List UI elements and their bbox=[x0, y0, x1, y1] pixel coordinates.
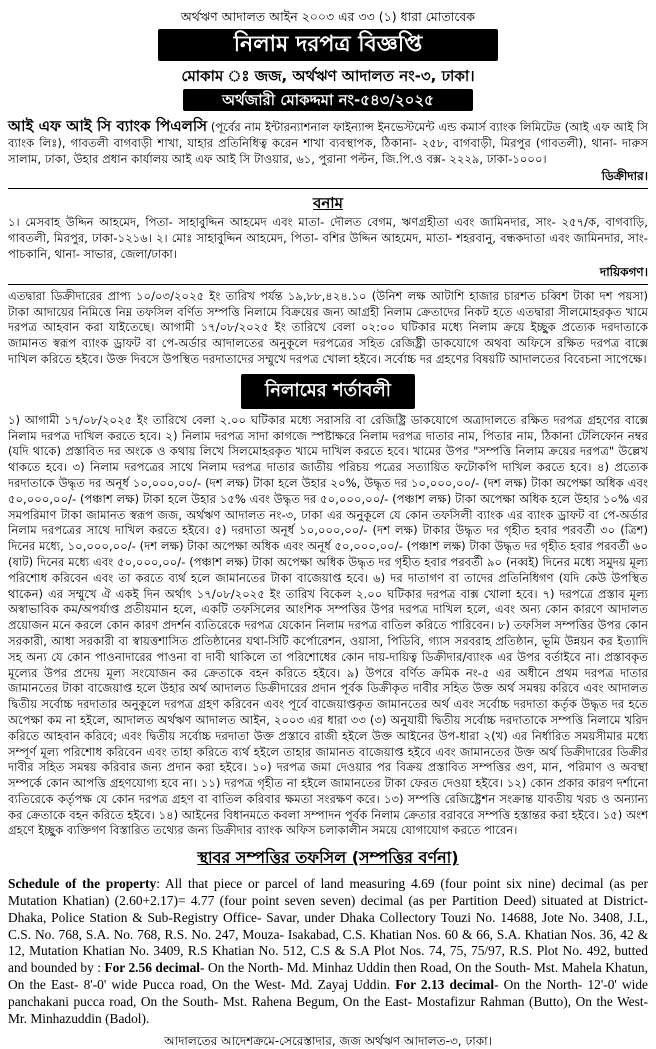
bank-name: আই এফ আই সি ব্যাংক পিএলসি bbox=[8, 117, 208, 135]
debtors-role: দায়িকগণ। bbox=[599, 264, 648, 279]
part2-label: For 2.13 decimal bbox=[395, 977, 495, 993]
notice-page bbox=[8, 8, 649, 1049]
debtors-block: ১। মেসবাহ উদ্দিন আহমেদ, পিতা- সাহাবুদ্দিন আহমেদ এবং মাতা- দৌলত বেগম, ঋণগ্রহীতা এবং জামিনদার, সাং- ২৫৭/ক, বাগবাড়ি, গাবতলী, মিরপুর, ঢাকা-১২১৬। ২। মোঃ সাহাবুদ্দিন আহমেদ, পিতা- বশির উদ্দিন আহমেদ, মাতা- শহরবানু, বন্ধকদাতা এবং জামিনদার, সাং- পাচকানি, থানা- সাভার, জেলা/ঢাকা। bbox=[8, 215, 648, 261]
schedule-paragraph bbox=[8, 876, 648, 1027]
intro-paragraph: এতদ্বারা ডিক্রীদারের প্রাপ্য ১০/০৩/২০২৫ ইং তারিখ পর্যন্ত ১৯,৮৮,৪২৪.১০ (উনিশ লক্ষ আটাশি হাজার চারশত চব্বিশ টাকা দশ পয়সা) টাকা আদায়ের নিমিত্তে নিম্ন তফসিল বর্ণিত সম্পত্তি নিলামে বিক্রয়ের জন্য আগ্রহী নিলাম ক্রেতাদের নিকট হতে এতদ্বারা সীলমোহরকৃত খামে দরপত্র আহবান করা যাইতেছে। আগামী ১৭/০৮/২০২৫ ইং তারিখে বেলা ০২:০০ ঘটিকার মধ্যে নিলাম ক্রয়ে ইচ্ছুক প্রত্যেক দরদাতাকে জামানত স্বরূপ ব্যাংক ড্রাফট বা পে-অর্ডার আদালতের অনুকূলে দরপত্রের সহিত রেজিষ্ট্রী ডাকযোগে অথবা অফিসে রক্ষিত দরপত্র বাক্সে দাখিল করিতে হইবে। উক্ত দিবসে উপস্থিত দরদাতাদের সম্মুখে দরপত্র খোলা হইবে। সর্বোচ্চ দর গ্রহণের বিষয়টি আদালতের বিবেচনা সাপেক্ষে। bbox=[8, 288, 648, 366]
part1-label: For 2.56 decimal bbox=[104, 960, 201, 976]
schedule-title: স্থাবর সম্পত্তির তফসিল (সম্পত্তির বর্ণনা) bbox=[197, 848, 459, 868]
terms-title: নিলামের শর্তাবলী bbox=[241, 374, 415, 409]
notice-title: নিলাম দরপত্র বিজ্ঞপ্তি bbox=[158, 29, 498, 61]
case-number: অর্থজারী মোকদ্দমা নং-৫৪৩/২০২৫ bbox=[183, 89, 473, 111]
terms-paragraph: ১) আগামী ১৭/০৮/২০২৫ ইং তারিখে বেলা ২.০০ ঘটিকার মধ্যে সরাসরি বা রেজিষ্ট্রি ডাকযোগে অত্রাদালতে রক্ষিত দরপত্র গ্রহণের বাক্সে নিলাম দরপত্র দাখিল করতে হবে। ২) নিলাম দরপত্র সাদা কাগজে স্পষ্টাক্ষরে নিলাম দরপত্র দাতার নাম, পিতার নাম, ঠিকানা টেলিফোন নম্বর (যদি থাকে) প্রস্তাবিত দর অংকে ও কথায় লিখে সিলমোহরকৃত খামে দাখিল করতে হবে। খামের উপর "সম্পত্তি নিলাম ক্রয়ের দরপত্র" উল্লেখ থাকতে হবে। ৩) নিলাম দরপত্রের সাথে নিলাম দরপত্র দাতার জাতীয় পরিচয় পত্রের সত্যায়িত ফটোকপি দাখিল করতে হবে। ৪) প্রত্যেক দরদাতাকে উদ্ধৃত দর অনূর্ধ ১০,০০০,০০/- (দশ লক্ষ) টাকা হলে উহার ২০%, উদ্ধৃত দর ১০,০০০,০০/- (দশ লক্ষ) টাকা অপেক্ষা অধিক এবং ৫০,০০০,০০/- (পঞ্চাশ লক্ষ) টাকা হলে উহার ১৫% এবং উদ্ধৃত দর ৫০,০০০,০০/- (পঞ্চাশ লক্ষ) টাকা অপেক্ষা অধিক হলে উহার ১০% এর সমপরিমাণ টাকা জামানত স্বরূপ জজ, অর্থঋণ আদালত নং-৩, ঢাকা এর অনুকূলে যে কোন তফসিলী ব্যাংক এর ব্যাংক ড্রাফট বা পে-অর্ডার নিলাম দরপত্রের সাথে দাখিল করতে হইবে। ৫) দরদাতা অনূর্ধ ১০,০০০,০০/- (দশ লক্ষ) টাকার উদ্ধৃত দর গৃহীত হবার পরবর্তী ৩০ (ত্রিশ) দিনের মধ্যে, ১০,০০০,০০/- (দশ লক্ষ) টাকা অপেক্ষা অধিক এবং অনূর্ধ ৫০,০০০,০০/- (পঞ্চাশ লক্ষ) টাকা উদ্ধৃত দর গৃহীত হবার পরবর্তী ৬০ (ষাট) দিনের মধ্যে এবং ৫০,০০০,০০/- (পঞ্চাশ লক্ষ) টাকা অপেক্ষা অধিক উদ্ধৃত দর গৃহীত হবার পরবর্তী ৯০ (নব্বই) দিনের মধ্যে সমুদয় মূল্য পরিশোধ করিবেন এবং তা করতে ব্যর্থ হলে জামানতের টাকা বাজেয়াপ্ত হবে। ৬) দর দাতাগণ বা তাদের প্রতিনিধিগণ (যদি কেউ উপস্থিত থাকেন) এর সম্মুখে ঐ একই দিন অর্থাৎ ১৭/০৮/২০২৫ ইং তারিখ বিকেল ২.০০ ঘটিকার দরপত্র বাক্স খোলা হবে। ৭) দরপত্রে প্রস্তাব মূল্য অস্বাভাবিক কম/অপর্যাপ্ত প্রতীয়মান হলে, একটি তফসিলের আংশিক সম্পত্তির উপর দরপত্র দাখিল হলে, এবং অন্য কোন কারণে আদালত প্রয়োজন মনে করলে কোন কারণ প্রদর্শন ব্যতিরেকে দরপত্র যেকোন নিলাম দরপত্র বাতিল করিতে পারিবেন। ৮) তফসিল সম্পত্তির উপর কোন সরকারী, আধা সরকারী বা স্বায়ত্তশাসিত প্রতিষ্ঠানের যথা-সিটি কর্পোরেশন, ওয়াসা, পিডিবি, গ্যাস সরবরাহ প্রতিষ্ঠান, ভূমি উন্নয়ন কর ইত্যাদি সহ অন্য যে কোন পাওনাদারের পাওনা বা দাবী থাকিলে তা পরিশোধের কোন দায়-দায়িত্ব ডিক্রীদার/ব্যাংক এর উপর বর্তাইবে না। প্রস্তাবকৃত মূল্যের উপর প্রদেয় মূল্য সংযোজন কর ক্রেতাকে বহন করিতে হইবে। ৯) উপরে বর্ণিত ক্রমিক নং-৫ এর অধীনে প্রথম দরপত্র দাতার জামানতের টাকা বাজেয়াপ্ত হলে উহার অর্থ আদালত ডিক্রীদারের প্রদান পূর্বক ডিক্রীকৃত দাবীর সহিত উক্ত অর্থ সমন্বয় করিবে এবং আদালত দ্বিতীয় সর্বোচ্চ দরদাতার অনুকূলে দরপত্র গ্রহণ করিবেন এবং পূর্বে বাজেয়াপ্তকৃত জামানতের অর্থ এবং সর্বোচ্চ দরদাতা কর্তৃক উদ্ধৃত দর হতে অপেক্ষা কম না হইলে, আদালত অর্থঋণ আদালত আইন, ২০০৩ এর ধারা ৩৩ (৩) অনুযায়ী দ্বিতীয় সর্বোচ্চ দরদাতাকে সম্পত্তি নিলামে খরিদ করিতে আহবান করিবে; এবং দ্বিতীয় সর্বোচ্চ দরদাতা উক্ত প্রস্তাবে রাজী হইলে উক্ত আইনের উপ-ধারা ২(খ) এর নির্ধারিত সময়সীমার মধ্যে সম্পূর্ণ মূল্য পরিশোধ করিবেন এবং তাহা করিতে ব্যর্থ হইলে তাহার জামানত বাজেয়াপ্ত হইবে এবং জামানতের উক্ত অর্থ ডিক্রীদারের ডিক্রীর দাবীর সহিত সমন্বয় করিবার জন্য প্রদান করা হইবে। ১০) দরপত্র জমা দেওয়ার পর বিক্রয় প্রস্তাবিত সম্পত্তির গুণ, মান, পরিমাণ ও অবস্থা সম্পর্কে কোন আপত্তি গ্রহণযোগ্য হবে না। ১১) দরপত্র গৃহীত না হইলে জামানতের টাকা ফেরত দেওয়া হইবে। ১২) কোন প্রকার কারণ দর্শানো ব্যতিরেকে কর্তৃপক্ষ যে কোন দরপত্র গ্রহণ বা বাতিল করিবার ক্ষমতা সংরক্ষণ করে। ১৩) সম্পত্তি রেজিষ্ট্রেশন সংক্রান্ত যাবতীয় খরচ ও অন্যান্য কর ক্রেতাকে বহন করিতে হইবে। ১৪) আইনের বিধানমতে কবলা সম্পাদন পূর্বক নিলাম ক্রেতার বরাবরে সম্পত্তি হস্তান্তর করা হইবে। ১৫) অংশ গ্রহণে ইচ্ছুক ব্যক্তিগণ বিস্তারিত তথ্যের জন্য ডিক্রীদার ব্যাংক অফিস চলাকালীন সময়ে যোগাযোগ করতে পারেন। bbox=[8, 412, 649, 838]
part1-bounds: - On the North- Md. Minhaz Uddin then Road, On the South- Mst. Mahela Khatun, On the East- 8'-0' wide Pucca road, On the West- Md. Zayaj Uddin. bbox=[8, 960, 648, 993]
schedule-lead: Schedule of the property bbox=[8, 876, 157, 892]
decree-holder-block bbox=[8, 119, 648, 167]
court-name: মোকাম ঃ জজ, অর্থঋণ আদালত নং-৩, ঢাকা। bbox=[181, 67, 475, 85]
bank-details: (পূর্বের নাম ইন্টারন্যাশনাল ফাইন্যান্স ইনভেস্টমেন্ট এন্ড কমার্স ব্যাংক লিমিটেড (আই এফ আই সি ব্যাংক লিঃ), গাবতলী বাগবাড়ী শাখা, যাহার প্রতিনিধিত্ব করেন শাখা ব্যবস্থাপক, ঠিকানা- ২৫৮, বাগবাড়ী, মিরপুর (গাবতলী), থানা- দারুস সালাম, ঢাকা, উহার প্রধান কার্যালয় আই এফ আই সি টাওয়ার, ৬১, পুরানা পল্টন, জি.পি.ও বক্স- ২২২৯, ঢাকা-১০০০। bbox=[8, 120, 648, 166]
law-reference: অর্থঋণ আদালত আইন ২০০৩ এর ৩৩ (১) ধারা মোতাবেক bbox=[180, 9, 476, 24]
divider bbox=[8, 188, 648, 189]
versus-label: বনাম bbox=[313, 194, 343, 213]
divider bbox=[8, 284, 648, 285]
decree-holder-role: ডিক্রীদার। bbox=[601, 169, 648, 184]
footer-signature: আদালতের আদেশক্রমে-সেরেস্তাদার, জজ অর্থঋণ আদালত-৩, ঢাকা। bbox=[164, 1034, 492, 1049]
schedule-body: : All that piece or parcel of land measuring 4.69 (four point six nine) decimal (as per Mutation Khatian) (2.60+2.17)= 4.77 (four point seven seven) decimal (as per Partition Deed) situated at District-Dhaka, Police Station & Sub-Registry Office- Savar, under Dhaka Collectory Touzi No. 14688, Jote No. 3408, J.L, C.S. No. 768, S.A. No. 768, R.S. No. 247, Mouza- Isakabad, C.S. Khatian Nos. 60 & 66, S.A. Khatian Nos. 36, 42 & 12, Mutation Khatian No. 3409, R.S Khatian No. 512, C.S & S.A Plot Nos. 74, 75, 75/97, R.S. Plot No. 492, butted and bounded by : bbox=[8, 876, 648, 976]
part2-bounds: - On the North- 12'-0' wide panchakani pucca road, On the South- Mst. Rahena Begum, On the East- Mostafizur Rahman (Butto), On the West- Mr. Minhazuddin (Badol). bbox=[8, 977, 648, 1026]
